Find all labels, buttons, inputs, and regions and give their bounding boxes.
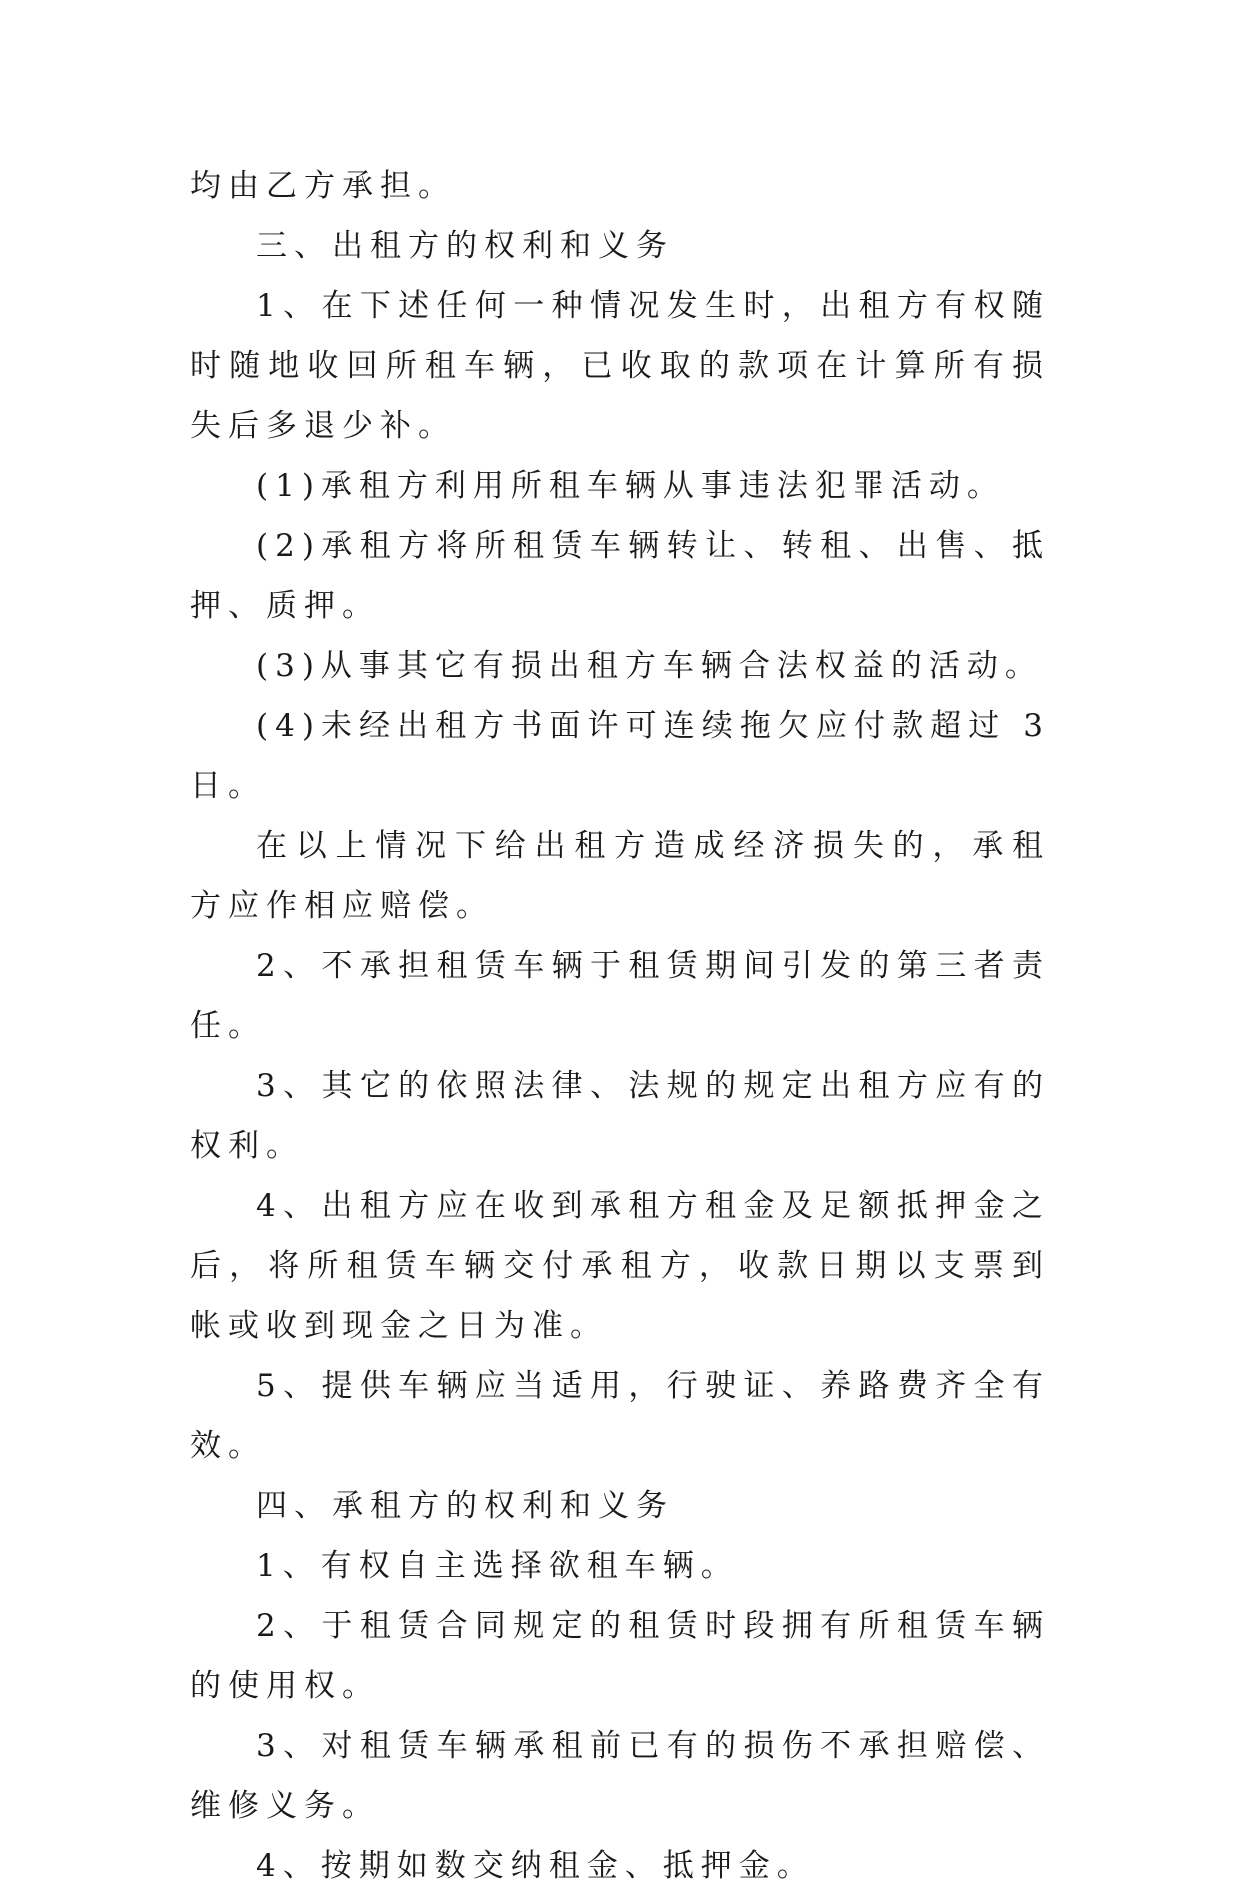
paragraph-lessee-4: 4、按期如数交纳租金、抵押金。 bbox=[256, 1848, 815, 1884]
paragraph-item-2: (2)承租方将所租赁车辆转让、转租、出售、抵押、质押。 bbox=[190, 528, 1050, 624]
paragraph-item-1: (1)承租方利用所租车辆从事违法犯罪活动。 bbox=[256, 468, 1005, 504]
paragraph-item-4: (4)未经出租方书面许可连续拖欠应付款超过 3 日。 bbox=[190, 708, 1050, 804]
section-heading-lessee-rights: 四、承租方的权利和义务 bbox=[256, 1488, 674, 1524]
paragraph-lessee-3: 3、对租赁车辆承租前已有的损伤不承担赔偿、维修义务。 bbox=[190, 1728, 1050, 1824]
section-heading-lessor-rights: 三、出租方的权利和义务 bbox=[256, 228, 674, 264]
document-body bbox=[190, 156, 1050, 1896]
paragraph-lessor-5: 5、提供车辆应当适用，行驶证、养路费齐全有效。 bbox=[190, 1368, 1050, 1464]
paragraph-lessor-1: 1、在下述任何一种情况发生时，出租方有权随时随地收回所租车辆，已收取的款项在计算所有损失后多退少补。 bbox=[190, 288, 1050, 444]
paragraph-continuation: 均由乙方承担。 bbox=[190, 168, 456, 204]
paragraph-lessee-2: 2、于租赁合同规定的租赁时段拥有所租赁车辆的使用权。 bbox=[190, 1608, 1050, 1704]
paragraph-compensation: 在以上情况下给出租方造成经济损失的，承租方应作相应赔偿。 bbox=[190, 828, 1050, 924]
paragraph-lessor-4: 4、出租方应在收到承租方租金及足额抵押金之后，将所租赁车辆交付承租方，收款日期以支票到帐或收到现金之日为准。 bbox=[190, 1188, 1050, 1344]
paragraph-lessor-2: 2、不承担租赁车辆于租赁期间引发的第三者责任。 bbox=[190, 948, 1050, 1044]
paragraph-lessee-1: 1、有权自主选择欲租车辆。 bbox=[256, 1548, 739, 1584]
paragraph-item-3: (3)从事其它有损出租方车辆合法权益的活动。 bbox=[256, 648, 1043, 684]
paragraph-lessor-3: 3、其它的依照法律、法规的规定出租方应有的权利。 bbox=[190, 1068, 1050, 1164]
